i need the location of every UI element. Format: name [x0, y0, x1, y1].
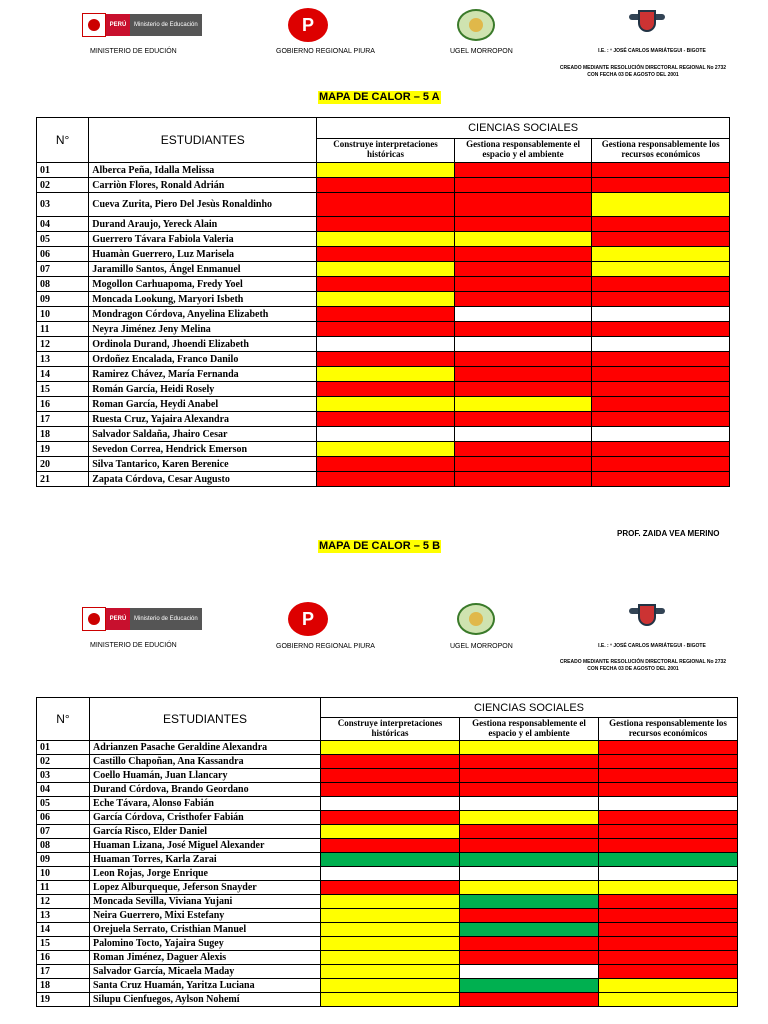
heat-cell: [599, 825, 738, 839]
student-name: Roman Jiménez, Daguer Alexis: [90, 951, 321, 965]
heat-cell: [454, 367, 592, 382]
student-name: Silva Tantarico, Karen Berenice: [89, 457, 317, 472]
heat-cell: [321, 741, 460, 755]
student-name: Mogollon Carhuapoma, Fredy Yoel: [89, 277, 317, 292]
row-number: 12: [37, 895, 90, 909]
row-number: 14: [37, 367, 89, 382]
student-name: Roman García, Heydi Anabel: [89, 397, 317, 412]
heat-cell: [460, 853, 599, 867]
heat-cell: [460, 797, 599, 811]
heat-cell: [321, 783, 460, 797]
heat-cell: [317, 427, 454, 442]
table-body-a: [37, 163, 730, 487]
row-number: 02: [37, 755, 90, 769]
student-name: Orejuela Serrato, Cristhian Manuel: [90, 923, 321, 937]
table-row: [37, 427, 730, 442]
heat-cell: [454, 457, 592, 472]
heat-cell: [592, 232, 730, 247]
heat-cell: [454, 193, 592, 217]
row-number: 10: [37, 867, 90, 881]
ugel-label: UGEL MORROPON: [450, 48, 513, 55]
row-number: 04: [37, 783, 90, 797]
heat-cell: [592, 337, 730, 352]
heat-cell: [317, 412, 454, 427]
heat-cell: [317, 367, 454, 382]
heat-cell: [460, 923, 599, 937]
area-header: CIENCIAS SOCIALES: [321, 698, 738, 718]
row-number: 05: [37, 232, 89, 247]
section-a-title: MAPA DE CALOR – 5 A: [319, 91, 440, 103]
student-name: Mondragon Córdova, Anyelina Elizabeth: [89, 307, 317, 322]
student-name: Alberca Peña, Idalla Melissa: [89, 163, 317, 178]
row-number: 10: [37, 307, 89, 322]
heat-cell: [599, 797, 738, 811]
student-name: Neyra Jiménez Jeny Melina: [89, 322, 317, 337]
student-name: Zapata Córdova, Cesar Augusto: [89, 472, 317, 487]
student-name: Moncada Sevilla, Viviana Yujani: [90, 895, 321, 909]
heat-cell: [321, 895, 460, 909]
ugel-logo-icon: [457, 9, 495, 41]
heat-cell: [317, 277, 454, 292]
table-row: [37, 457, 730, 472]
ministerio-logo-text: Ministerio de Educación: [130, 608, 202, 630]
row-number: 11: [37, 881, 90, 895]
heat-cell: [592, 412, 730, 427]
student-name: Guerrero Távara Fabiola Valeria: [89, 232, 317, 247]
heat-cell: [599, 741, 738, 755]
heat-cell: [317, 382, 454, 397]
heat-cell: [317, 352, 454, 367]
row-number: 15: [37, 382, 89, 397]
heat-cell: [317, 472, 454, 487]
competencia-header: Gestiona responsablemente el espacio y el ambiente: [460, 718, 599, 741]
heat-cell: [317, 442, 454, 457]
row-number: 07: [37, 825, 90, 839]
heat-cell: [592, 427, 730, 442]
table-row: [37, 839, 738, 853]
row-number: 03: [37, 193, 89, 217]
area-header: CIENCIAS SOCIALES: [317, 118, 730, 139]
heat-cell: [454, 217, 592, 232]
table-row: [37, 178, 730, 193]
heat-cell: [592, 457, 730, 472]
student-name: Cueva Zurita, Piero Del Jesùs Ronaldinho: [89, 193, 317, 217]
col-num-header: N°: [37, 118, 89, 163]
student-name: Durand Araujo, Yereck Alain: [89, 217, 317, 232]
student-name: García Risco, Elder Daniel: [90, 825, 321, 839]
heat-cell: [599, 951, 738, 965]
student-name: Huaman Torres, Karla Zarai: [90, 853, 321, 867]
heat-cell: [592, 292, 730, 307]
table-row: [37, 307, 730, 322]
heat-cell: [321, 811, 460, 825]
table-body-b: [37, 741, 738, 1007]
ministerio-label: MINISTERIO DE EDUCIÓN: [90, 642, 177, 649]
heat-cell: [454, 337, 592, 352]
heat-cell: [454, 397, 592, 412]
heat-cell: [321, 979, 460, 993]
creado-line-2: CON FECHA 03 DE AGOSTO DEL 2001: [587, 666, 679, 672]
row-number: 14: [37, 923, 90, 937]
ministerio-logo: [82, 607, 202, 631]
table-row: [37, 965, 738, 979]
row-number: 18: [37, 427, 89, 442]
heat-cell: [454, 427, 592, 442]
heat-cell: [592, 247, 730, 262]
heat-cell: [317, 178, 454, 193]
heat-cell: [454, 412, 592, 427]
row-number: 06: [37, 247, 89, 262]
heat-cell: [317, 232, 454, 247]
table-row: [37, 979, 738, 993]
heat-cell: [321, 797, 460, 811]
creado-line-1: CREADO MEDIANTE RESOLUCIÓN DIRECTORAL REGIONAL No 2732: [559, 659, 727, 665]
table-row: [37, 853, 738, 867]
heat-cell: [454, 307, 592, 322]
gobierno-label: GOBIERNO REGIONAL PIURA: [276, 48, 375, 55]
row-number: 09: [37, 853, 90, 867]
heat-cell: [317, 307, 454, 322]
student-name: Eche Távara, Alonso Fabián: [90, 797, 321, 811]
table-row: [37, 277, 730, 292]
heat-cell: [460, 811, 599, 825]
heat-cell: [460, 895, 599, 909]
student-name: Román García, Heidi Rosely: [89, 382, 317, 397]
heat-cell: [317, 292, 454, 307]
heat-cell: [599, 937, 738, 951]
heat-cell: [599, 839, 738, 853]
table-row: [37, 217, 730, 232]
table-row: [37, 193, 730, 217]
student-name: Coello Huamán, Juan Llancary: [90, 769, 321, 783]
heat-cell: [592, 367, 730, 382]
heat-cell: [454, 247, 592, 262]
peru-shield-icon: [82, 13, 106, 37]
peru-label: PERÚ: [106, 14, 130, 36]
heat-cell: [321, 937, 460, 951]
heat-cell: [599, 769, 738, 783]
competencia-header: Gestiona responsablemente los recursos económicos: [592, 139, 730, 163]
heat-cell: [454, 292, 592, 307]
table-row: [37, 797, 738, 811]
row-number: 13: [37, 352, 89, 367]
student-name: Huamàn Guerrero, Luz Marisela: [89, 247, 317, 262]
heat-cell: [460, 909, 599, 923]
heat-cell: [321, 965, 460, 979]
row-number: 02: [37, 178, 89, 193]
table-row: [37, 937, 738, 951]
row-number: 17: [37, 965, 90, 979]
heat-cell: [599, 909, 738, 923]
gobierno-regional-logo-icon: P: [288, 602, 328, 636]
heat-cell: [460, 741, 599, 755]
table-row: [37, 472, 730, 487]
row-number: 09: [37, 292, 89, 307]
table-row: [37, 895, 738, 909]
heatmap-table-b: [36, 697, 738, 1007]
ie-label: I.E. : º JOSÉ CARLOS MARIÁTEGUI - BIGOTE: [598, 643, 706, 649]
student-name: Salvador García, Micaela Maday: [90, 965, 321, 979]
heat-cell: [454, 322, 592, 337]
heat-cell: [592, 217, 730, 232]
table-row: [37, 442, 730, 457]
heat-cell: [460, 951, 599, 965]
heat-cell: [321, 923, 460, 937]
heat-cell: [592, 163, 730, 178]
heat-cell: [317, 322, 454, 337]
prof-name: PROF. ZAIDA VEA MERINO: [617, 529, 720, 538]
row-number: 19: [37, 442, 89, 457]
creado-line-2: CON FECHA 03 DE AGOSTO DEL 2001: [587, 72, 679, 78]
heat-cell: [460, 993, 599, 1007]
heat-cell: [460, 825, 599, 839]
student-name: Neira Guerrero, Mixi Estefany: [90, 909, 321, 923]
ie-crest-logo-icon: [629, 6, 665, 40]
ie-label: I.E. : º JOSÉ CARLOS MARIÁTEGUI - BIGOTE: [598, 48, 706, 54]
heat-cell: [599, 979, 738, 993]
row-number: 16: [37, 951, 90, 965]
heat-cell: [460, 937, 599, 951]
row-number: 08: [37, 839, 90, 853]
heat-cell: [321, 853, 460, 867]
creado-line-1: CREADO MEDIANTE RESOLUCIÓN DIRECTORAL REGIONAL No 2732: [559, 65, 727, 71]
heat-cell: [454, 262, 592, 277]
student-name: Leon Rojas, Jorge Enrique: [90, 867, 321, 881]
student-name: Moncada Lookung, Maryori Isbeth: [89, 292, 317, 307]
heat-cell: [317, 163, 454, 178]
heat-cell: [321, 951, 460, 965]
student-name: Palomino Tocto, Yajaira Sugey: [90, 937, 321, 951]
row-number: 06: [37, 811, 90, 825]
heat-cell: [592, 262, 730, 277]
table-row: [37, 382, 730, 397]
student-name: Salvador Saldaña, Jhairo Cesar: [89, 427, 317, 442]
heat-cell: [592, 322, 730, 337]
heat-cell: [460, 979, 599, 993]
row-number: 16: [37, 397, 89, 412]
heat-cell: [317, 397, 454, 412]
gobierno-regional-logo-icon: P: [288, 8, 328, 42]
heat-cell: [592, 277, 730, 292]
heat-cell: [592, 472, 730, 487]
student-name: Ruesta Cruz, Yajaira Alexandra: [89, 412, 317, 427]
table-row: [37, 769, 738, 783]
table-row: [37, 163, 730, 178]
peru-label: PERÚ: [106, 608, 130, 630]
table-row: [37, 292, 730, 307]
student-name: Durand Córdova, Brando Geordano: [90, 783, 321, 797]
student-name: Silupu Cienfuegos, Aylson Nohemí: [90, 993, 321, 1007]
heat-cell: [454, 472, 592, 487]
heat-cell: [321, 909, 460, 923]
row-number: 21: [37, 472, 89, 487]
heat-cell: [454, 277, 592, 292]
student-name: Lopez Alburqueque, Jeferson Snayder: [90, 881, 321, 895]
heat-cell: [317, 217, 454, 232]
heat-cell: [460, 867, 599, 881]
heat-cell: [454, 382, 592, 397]
heat-cell: [599, 867, 738, 881]
col-students-header: ESTUDIANTES: [89, 118, 317, 163]
heat-cell: [460, 755, 599, 769]
competencia-header: Gestiona responsablemente los recursos económicos: [599, 718, 738, 741]
heat-cell: [317, 193, 454, 217]
row-number: 12: [37, 337, 89, 352]
heat-cell: [454, 442, 592, 457]
table-row: [37, 352, 730, 367]
heatmap-table-a: [36, 117, 730, 487]
heat-cell: [317, 457, 454, 472]
ministerio-label: MINISTERIO DE EDUCIÓN: [90, 48, 177, 55]
table-row: [37, 741, 738, 755]
row-number: 15: [37, 937, 90, 951]
heat-cell: [321, 755, 460, 769]
student-name: Castillo Chapoñan, Ana Kassandra: [90, 755, 321, 769]
ministerio-logo: [82, 13, 202, 37]
heat-cell: [592, 307, 730, 322]
heat-cell: [454, 178, 592, 193]
heat-cell: [460, 965, 599, 979]
student-name: Santa Cruz Huamán, Yaritza Luciana: [90, 979, 321, 993]
heat-cell: [321, 839, 460, 853]
heat-cell: [599, 755, 738, 769]
heat-cell: [454, 163, 592, 178]
table-row: [37, 783, 738, 797]
row-number: 20: [37, 457, 89, 472]
table-row: [37, 322, 730, 337]
heat-cell: [317, 247, 454, 262]
table-row: [37, 909, 738, 923]
student-name: Ordoñez Encalada, Franco Danilo: [89, 352, 317, 367]
student-name: Huaman Lizana, José Miguel Alexander: [90, 839, 321, 853]
competencia-header: Construye interpretaciones históricas: [321, 718, 460, 741]
row-number: 11: [37, 322, 89, 337]
heat-cell: [599, 783, 738, 797]
row-number: 13: [37, 909, 90, 923]
student-name: Ordinola Durand, Jhoendi Elizabeth: [89, 337, 317, 352]
heat-cell: [599, 993, 738, 1007]
student-name: Jaramillo Santos, Ángel Enmanuel: [89, 262, 317, 277]
table-row: [37, 951, 738, 965]
heat-cell: [599, 923, 738, 937]
table-row: [37, 397, 730, 412]
table-row: [37, 412, 730, 427]
heat-cell: [592, 382, 730, 397]
table-row: [37, 867, 738, 881]
heat-cell: [321, 867, 460, 881]
table-row: [37, 755, 738, 769]
student-name: Carriòn Flores, Ronald Adrián: [89, 178, 317, 193]
ie-crest-logo-icon: [629, 600, 665, 634]
heat-cell: [599, 811, 738, 825]
row-number: 03: [37, 769, 90, 783]
heat-cell: [454, 232, 592, 247]
student-name: Ramirez Chávez, María Fernanda: [89, 367, 317, 382]
row-number: 01: [37, 163, 89, 178]
heat-cell: [592, 352, 730, 367]
heat-cell: [321, 881, 460, 895]
heat-cell: [592, 397, 730, 412]
row-number: 17: [37, 412, 89, 427]
student-name: García Córdova, Cristhofer Fabián: [90, 811, 321, 825]
row-number: 04: [37, 217, 89, 232]
row-number: 01: [37, 741, 90, 755]
row-number: 18: [37, 979, 90, 993]
gobierno-label: GOBIERNO REGIONAL PIURA: [276, 643, 375, 650]
table-row: [37, 811, 738, 825]
section-b-title: MAPA DE CALOR – 5 B: [319, 540, 441, 552]
heat-cell: [317, 262, 454, 277]
heat-cell: [454, 352, 592, 367]
table-row: [37, 247, 730, 262]
heat-cell: [321, 769, 460, 783]
table-row: [37, 881, 738, 895]
col-students-header: ESTUDIANTES: [90, 698, 321, 741]
heat-cell: [460, 881, 599, 895]
ugel-label: UGEL MORROPON: [450, 643, 513, 650]
heat-cell: [592, 193, 730, 217]
student-name: Adrianzen Pasache Geraldine Alexandra: [90, 741, 321, 755]
heat-cell: [321, 993, 460, 1007]
col-num-header: N°: [37, 698, 90, 741]
heat-cell: [592, 178, 730, 193]
ugel-logo-icon: [457, 603, 495, 635]
row-number: 07: [37, 262, 89, 277]
ministerio-logo-text: Ministerio de Educación: [130, 14, 202, 36]
row-number: 19: [37, 993, 90, 1007]
heat-cell: [460, 839, 599, 853]
table-row: [37, 993, 738, 1007]
table-row: [37, 825, 738, 839]
competencia-header: Construye interpretaciones históricas: [317, 139, 454, 163]
heat-cell: [317, 337, 454, 352]
student-name: Sevedon Correa, Hendrick Emerson: [89, 442, 317, 457]
row-number: 08: [37, 277, 89, 292]
heat-cell: [460, 783, 599, 797]
peru-shield-icon: [82, 607, 106, 631]
heat-cell: [599, 895, 738, 909]
heat-cell: [599, 853, 738, 867]
table-row: [37, 232, 730, 247]
heat-cell: [592, 442, 730, 457]
heat-cell: [460, 769, 599, 783]
heat-cell: [321, 825, 460, 839]
table-row: [37, 337, 730, 352]
heat-cell: [599, 881, 738, 895]
table-row: [37, 923, 738, 937]
competencia-header: Gestiona responsablemente el espacio y el ambiente: [454, 139, 592, 163]
row-number: 05: [37, 797, 90, 811]
table-row: [37, 367, 730, 382]
table-row: [37, 262, 730, 277]
heat-cell: [599, 965, 738, 979]
